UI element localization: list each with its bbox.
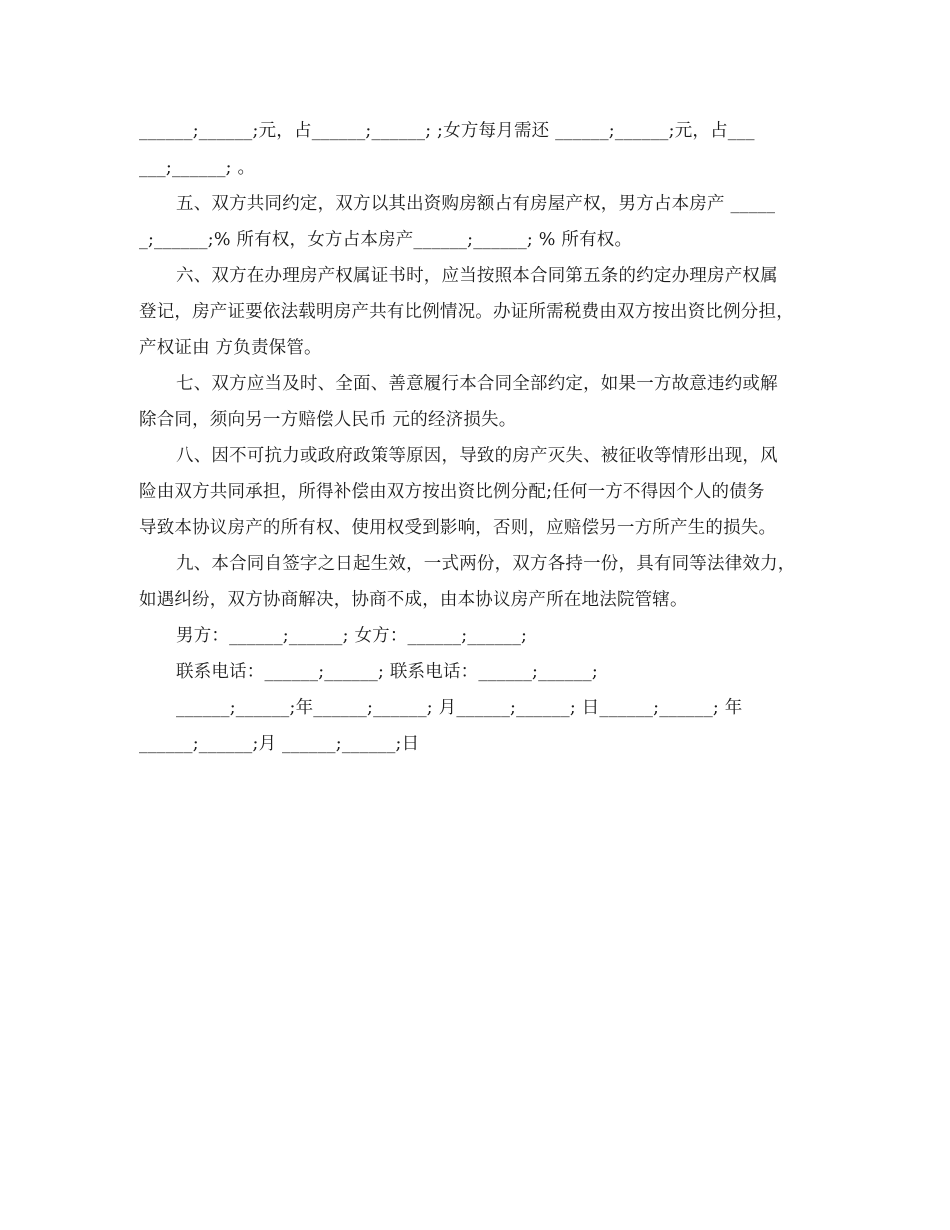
clause-7-line-1: 七、双方应当及时、全面、善意履行本合同全部约定，如果一方故意违约或解 — [176, 374, 778, 394]
clause-8-line-3: 导致本协议房产的所有权、使用权受到影响，否则，应赔偿另一方所产生的损失。 — [139, 518, 777, 538]
clause-6-line-2: 登记，房产证要依法载明房产共有比例情况。办证所需税费由双方按出资比例分担， — [139, 302, 794, 322]
clause-8-line-1: 八、因不可抗力或政府政策等原因，导致的房产灭失、被征收等情形出现，风 — [176, 446, 778, 466]
clause-6-line-3: 产权证由 方负责保管。 — [139, 338, 322, 358]
clause-5-line-1: 五、双方共同约定，双方以其出资购房额占有房屋产权，男方占本房产 _____ — [176, 194, 776, 214]
signature-line: 男方：______;______; 女方：______;______; — [176, 626, 528, 646]
text-line-2: ___;______; 。 — [139, 158, 256, 178]
clause-8-line-2: 险由双方共同承担，所得补偿由双方按出资比例分配;任何一方不得因个人的债务 — [139, 482, 765, 502]
clause-6-line-1: 六、双方在办理房产权属证书时，应当按照本合同第五条的约定办理房产权属 — [176, 266, 778, 286]
contact-phone-line: 联系电话：______;______; 联系电话：______;______; — [176, 662, 598, 682]
clause-9-line-1: 九、本合同自签字之日起生效，一式两份，双方各持一份，具有同等法律效力， — [176, 554, 796, 574]
date-line-2: ______;______;月 ______;______;日 — [139, 734, 420, 754]
clause-7-line-2: 除合同，须向另一方赔偿人民币 元的经济损失。 — [139, 410, 517, 430]
clause-5-line-2: _;______;% 所有权，女方占本房产______;______; % 所有权。 — [139, 230, 633, 250]
text-line-1: ______;______;元，占______;______; ;女方每月需还 ______;______;元，占___ — [139, 121, 755, 141]
clause-9-line-2: 如遇纠纷，双方协商解决，协商不成，由本协议房产所在地法院管辖。 — [139, 590, 688, 610]
date-line-1: ______;______;年______;______; 月______;______; 日______;______; 年 — [176, 698, 743, 718]
